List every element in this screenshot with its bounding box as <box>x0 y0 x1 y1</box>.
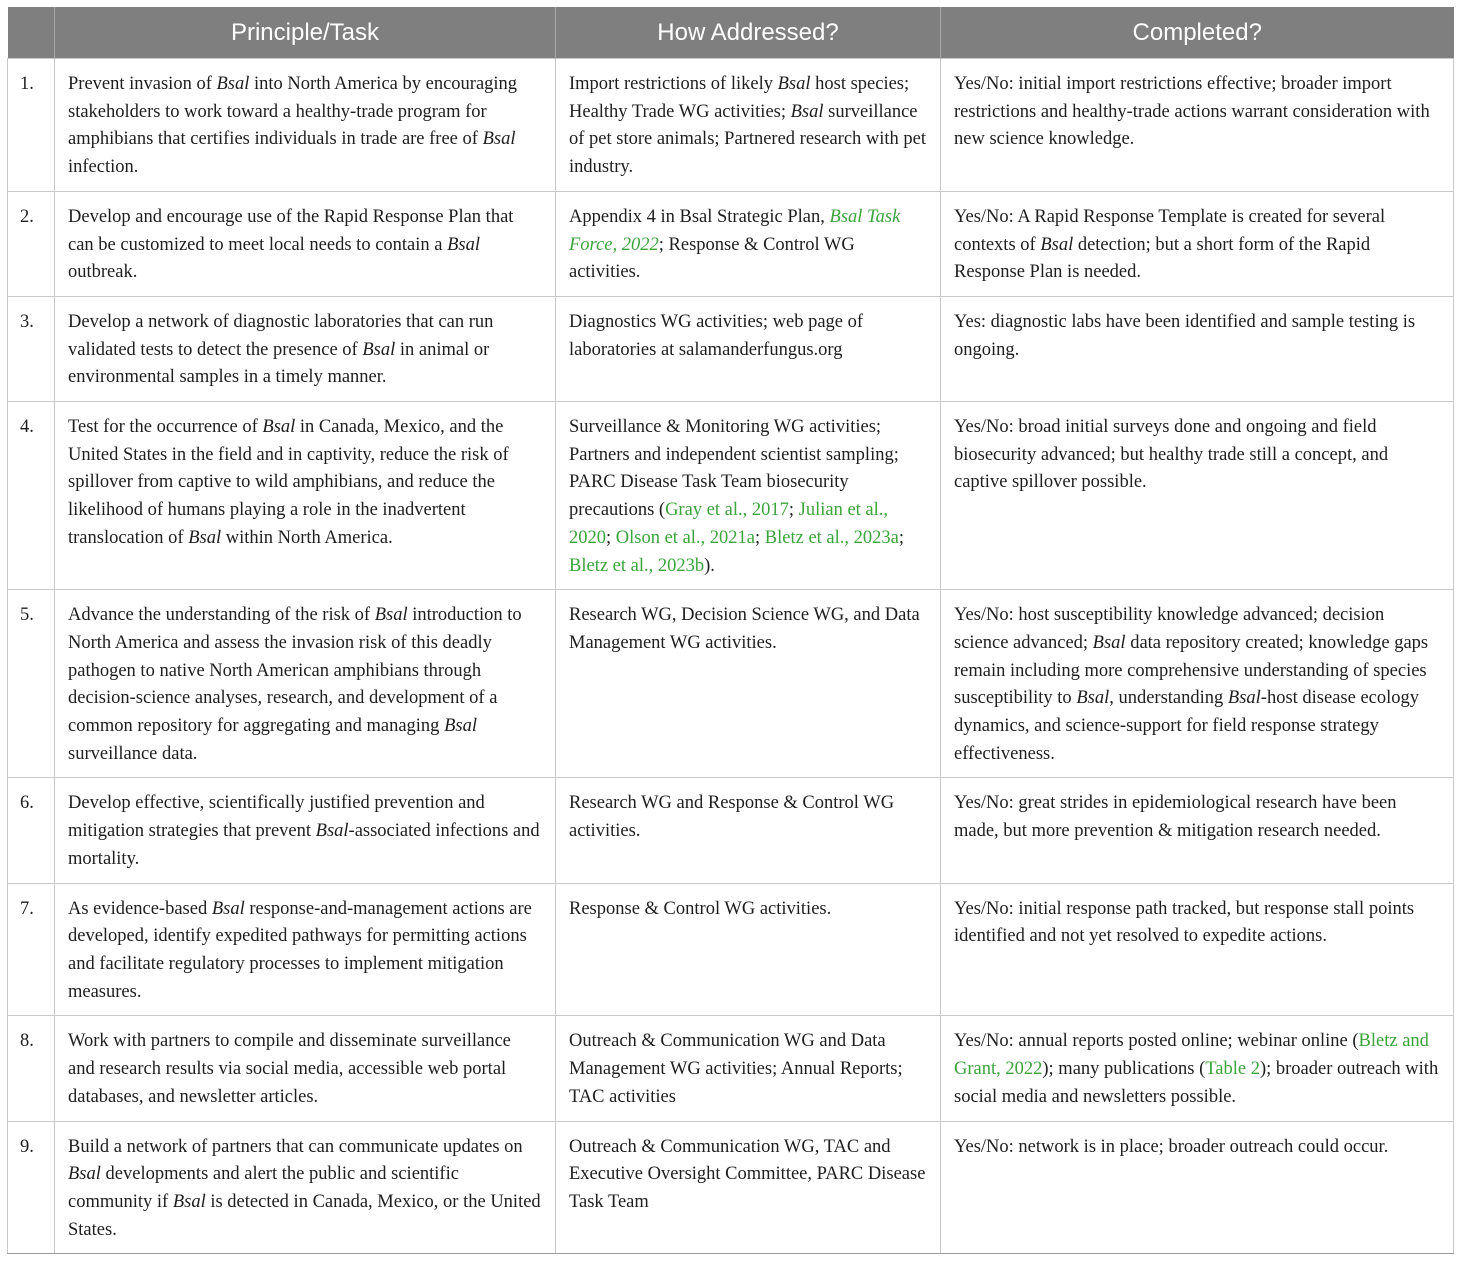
cell-text: Test for the occurrence of <box>68 417 263 438</box>
task-cell <box>55 1016 556 1121</box>
cell-text: ; <box>606 527 616 548</box>
cell-text: Import restrictions of likely <box>569 74 778 94</box>
table-row <box>8 59 1454 192</box>
row-number: 6. <box>8 778 55 883</box>
header-principle-task: Principle/Task <box>55 7 556 59</box>
cell-text: ); broader outreach with social media and newsletters possible. <box>954 1059 1439 1107</box>
completed-cell <box>941 59 1454 192</box>
italic-term: Bsal <box>172 1191 206 1212</box>
task-cell <box>55 1121 556 1254</box>
task-cell <box>55 402 556 590</box>
cell-text: surveillance of pet store animals; Partnered research with pet industry. <box>569 101 927 178</box>
row-number: 9. <box>8 1121 55 1254</box>
italic-term: Bsal <box>68 1164 101 1185</box>
cell-text: ; <box>898 527 905 548</box>
cell-text: Yes/No: host susceptibility knowledge advanced; decision science advanced; <box>954 605 1385 653</box>
cell-text: outbreak. <box>68 262 138 283</box>
header-index <box>8 7 55 59</box>
cell-text: Outreach & Communication WG, TAC and Executive Oversight Committee, PARC Disease Task Team <box>569 1136 926 1212</box>
cell-text: surveillance data. <box>68 743 198 764</box>
how-cell <box>556 402 941 590</box>
cell-text: Appendix 4 in Bsal Strategic Plan, <box>569 206 830 227</box>
how-cell <box>556 883 941 1016</box>
citation-link[interactable]: Bsal Task Force, 2022 <box>569 206 901 255</box>
italic-term: Bsal <box>315 821 349 842</box>
cell-text: Yes/No: great strides in epidemiological research have been made, but more prevention & mitigation research needed. <box>954 793 1397 842</box>
task-cell <box>55 59 556 192</box>
table-row <box>8 883 1454 1016</box>
cell-text: infection. <box>68 157 139 178</box>
table-body <box>8 59 1454 1254</box>
principles-table-container <box>7 7 1453 1254</box>
completed-cell <box>941 296 1454 401</box>
row-number: 3. <box>8 296 55 401</box>
italic-term: Bsal <box>444 716 477 737</box>
italic-term: Bsal <box>262 417 296 438</box>
cell-text: Develop and encourage use of the Rapid Response Plan that can be customized to meet local needs to contain a <box>68 206 514 255</box>
task-cell <box>55 778 556 883</box>
how-cell <box>556 778 941 883</box>
cell-text: ). <box>704 555 715 576</box>
italic-term: Bsal <box>1227 688 1261 709</box>
citation-link[interactable]: Bletz et al., 2023a <box>764 527 899 548</box>
table-header <box>8 7 1454 59</box>
italic-term: Bsal <box>1076 688 1110 709</box>
row-number: 5. <box>8 590 55 778</box>
row-number: 4. <box>8 402 55 590</box>
task-cell <box>55 296 556 401</box>
cell-text: -host disease ecology dynamics, and science-support for field response strategy effectiveness. <box>954 688 1420 764</box>
table-row <box>8 296 1454 401</box>
completed-cell <box>941 590 1454 778</box>
cell-text: , understanding <box>1109 688 1228 709</box>
italic-term: Bsal <box>188 527 222 548</box>
header-how-addressed: How Addressed? <box>556 7 941 59</box>
italic-term: Bsal <box>211 898 245 919</box>
citation-link[interactable]: Bletz et al., 2023b <box>569 555 705 576</box>
how-cell <box>556 1016 941 1121</box>
how-cell <box>556 1121 941 1254</box>
italic-term: Bsal <box>362 339 396 360</box>
table-row <box>8 778 1454 883</box>
citation-link[interactable]: Gray et al., 2017 <box>665 500 789 521</box>
citation-link[interactable]: Julian et al., 2020 <box>569 500 889 548</box>
how-cell <box>556 590 941 778</box>
header-row <box>8 7 1454 59</box>
how-cell <box>556 191 941 296</box>
cell-text: Surveillance & Monitoring WG activities; Partners and independent scientist sampling; PARC Disease Task Team biosecurity precautions ( <box>569 417 899 521</box>
row-number: 8. <box>8 1016 55 1121</box>
cell-text: Prevent invasion of <box>68 74 217 94</box>
cell-text: Response & Control WG activities. <box>569 898 832 919</box>
cell-text: data repository created; knowledge gaps remain including more comprehensive understanding of species susceptibility to <box>954 632 1429 709</box>
cell-text: Yes/No: A Rapid Response Template is created for several contexts of <box>954 206 1386 255</box>
task-cell <box>55 590 556 778</box>
italic-term: Bsal <box>1092 632 1126 653</box>
cell-text: Advance the understanding of the risk of <box>68 605 375 626</box>
cell-text: in animal or environmental samples in a timely manner. <box>68 339 490 388</box>
table-row <box>8 1016 1454 1121</box>
italic-term: Bsal <box>374 605 408 626</box>
cell-text: developments and alert the public and scientific community if <box>68 1164 459 1212</box>
cell-text: in Canada, Mexico, and the United States in the field and in captivity, reduce the risk of spillover from captive to wild amphibians, and reduce the likelihood of humans playing a role in the inadvertent translocation of <box>68 417 509 548</box>
cell-text: Yes/No: broad initial surveys done and ongoing and field biosecurity advanced; but healthy trade still a concept, and captive spillover possible. <box>954 417 1389 493</box>
cell-text: Work with partners to compile and disseminate surveillance and research results via social media, accessible web portal databases, and newsletter articles. <box>68 1031 511 1107</box>
citation-link[interactable]: Olson et al., 2021a <box>615 527 756 548</box>
cell-text: Yes/No: network is in place; broader outreach could occur. <box>954 1136 1389 1157</box>
cell-text: Diagnostics WG activities; web page of laboratories at salamanderfungus.org <box>569 311 864 360</box>
cell-text: introduction to North America and assess the invasion risk of this deadly pathogen to native North American amphibians through decision-science analyses, research, and development of a common repository for aggregating and managing <box>68 605 522 737</box>
cell-text: Yes/No: initial response path tracked, but response stall points identified and not yet resolved to expedite actions. <box>954 898 1415 947</box>
cell-text: ; <box>755 527 765 548</box>
cell-text: within North America. <box>221 527 393 548</box>
cell-text: Develop a network of diagnostic laboratories that can run validated tests to detect the presence of <box>68 311 494 360</box>
how-cell <box>556 296 941 401</box>
completed-cell <box>941 1121 1454 1254</box>
citation-link[interactable]: Table 2 <box>1205 1059 1260 1080</box>
row-number: 1. <box>8 59 55 192</box>
completed-cell <box>941 778 1454 883</box>
table-row <box>8 402 1454 590</box>
cell-text: host species; Healthy Trade WG activities; <box>569 74 910 122</box>
cell-text: Research WG and Response & Control WG activities. <box>569 793 895 842</box>
table-row <box>8 590 1454 778</box>
task-cell <box>55 191 556 296</box>
completed-cell <box>941 1016 1454 1121</box>
how-cell <box>556 59 941 192</box>
principles-table <box>7 7 1454 1254</box>
cell-text: Yes: diagnostic labs have been identified and sample testing is ongoing. <box>954 311 1416 360</box>
cell-text: Yes/No: annual reports posted online; webinar online ( <box>954 1031 1359 1052</box>
cell-text: ; <box>788 500 799 521</box>
cell-text: Outreach & Communication WG and Data Management WG activities; Annual Reports; TAC activities <box>569 1031 903 1107</box>
italic-term: Bsal <box>1040 234 1074 255</box>
cell-text: Yes/No: initial import restrictions effective; broader import restrictions and healthy-trade actions warrant consideration with new science knowledge. <box>954 74 1430 150</box>
italic-term: Bsal <box>447 234 480 255</box>
italic-term: Bsal <box>777 74 811 94</box>
completed-cell <box>941 402 1454 590</box>
cell-text: ); many publications ( <box>1042 1059 1206 1080</box>
cell-text: ; Response & Control WG activities. <box>569 234 855 283</box>
cell-text: response-and-management actions are developed, identify expedited pathways for permitting actions and facilitate regulatory processes to implement mitigation measures. <box>68 898 532 1002</box>
cell-text: into North America by encouraging stakeholders to work toward a healthy-trade program for amphibians that certifies individuals in trade are free of <box>68 74 518 150</box>
cell-text: Build a network of partners that can communicate updates on <box>68 1136 523 1157</box>
cell-text: detection; but a short form of the Rapid Response Plan is needed. <box>954 234 1371 283</box>
italic-term: Bsal <box>482 129 516 150</box>
table-row <box>8 191 1454 296</box>
completed-cell <box>941 883 1454 1016</box>
table-row <box>8 1121 1454 1254</box>
cell-text: Research WG, Decision Science WG, and Data Management WG activities. <box>569 605 920 653</box>
row-number: 7. <box>8 883 55 1016</box>
row-number: 2. <box>8 191 55 296</box>
italic-term: Bsal <box>790 101 824 122</box>
task-cell <box>55 883 556 1016</box>
cell-text: As evidence-based <box>68 898 212 919</box>
italic-term: Bsal <box>216 74 250 94</box>
cell-text: -associated infections and mortality. <box>68 821 540 869</box>
cell-text: Develop effective, scientifically justified prevention and mitigation strategies that prevent <box>68 793 485 842</box>
cell-text: is detected in Canada, Mexico, or the United States. <box>68 1191 541 1240</box>
citation-link[interactable]: Bletz and Grant, 2022 <box>954 1031 1429 1080</box>
header-completed: Completed? <box>941 7 1454 59</box>
completed-cell <box>941 191 1454 296</box>
